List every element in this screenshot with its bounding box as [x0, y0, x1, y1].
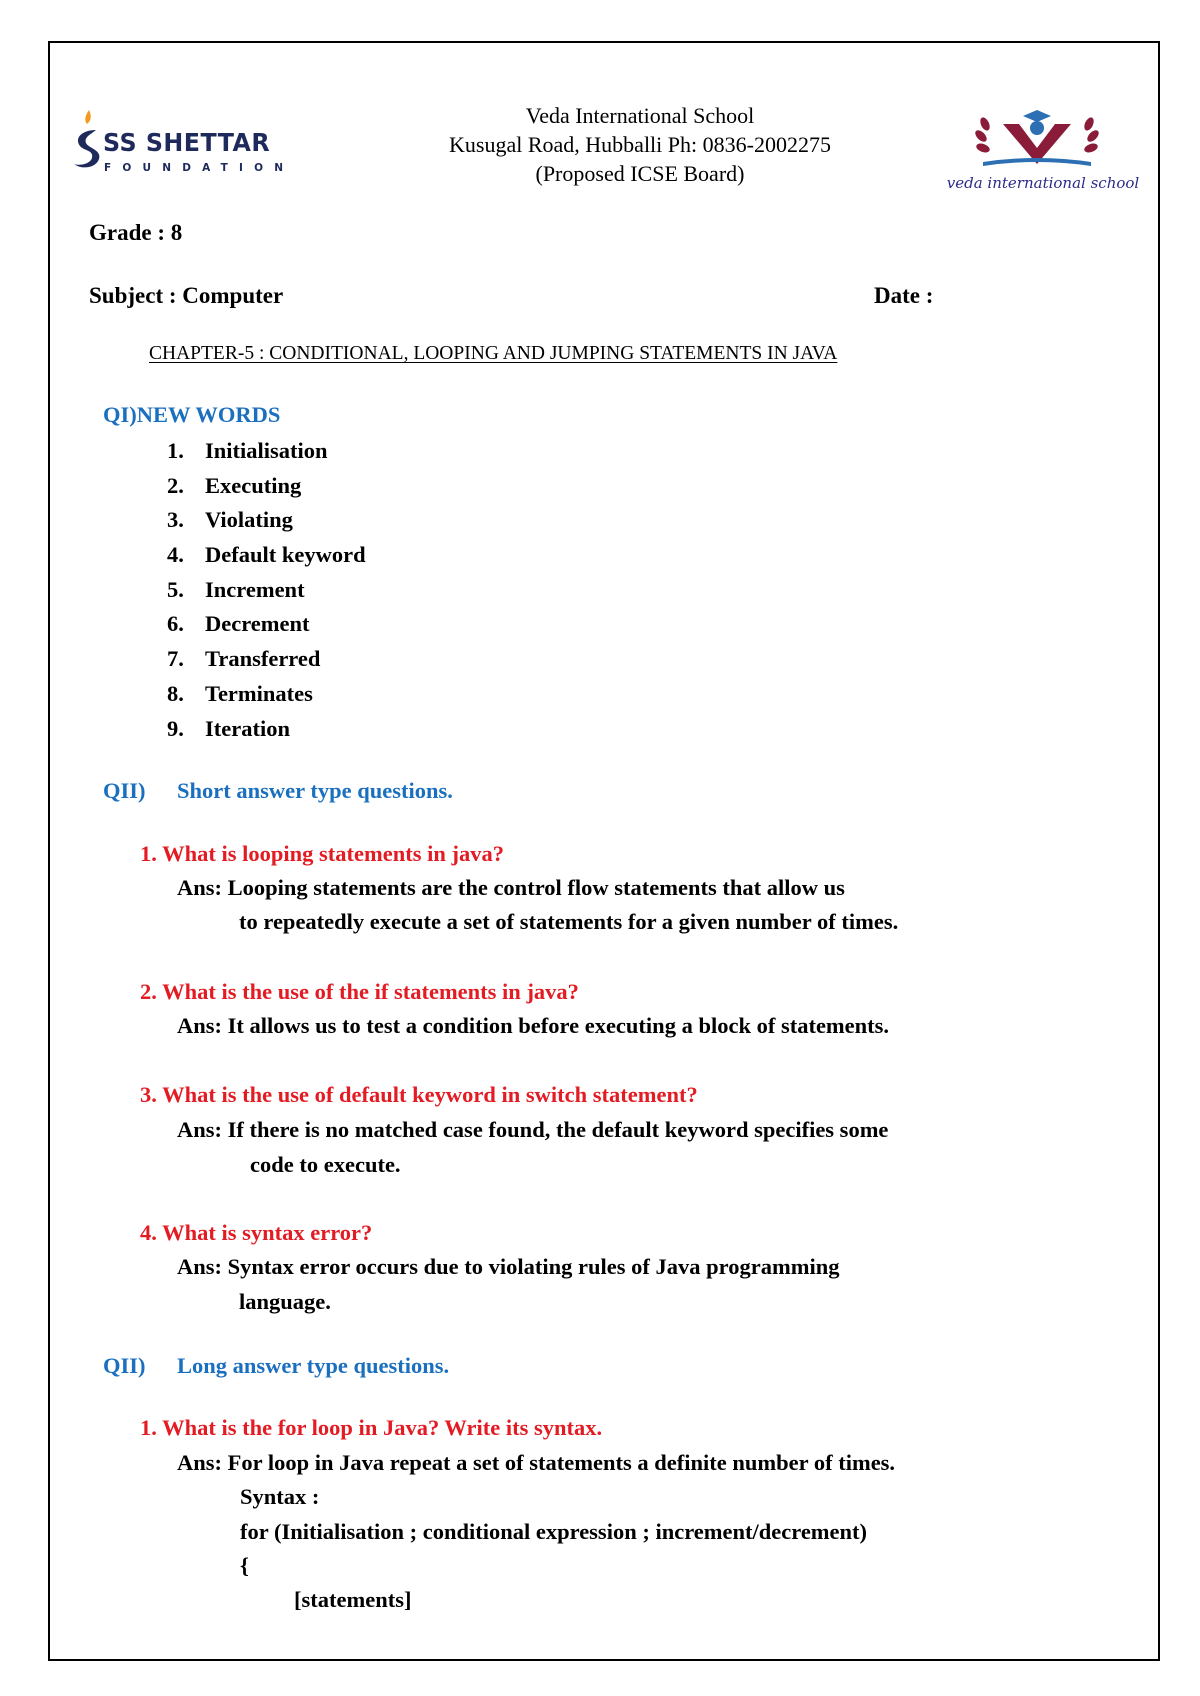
- long-answer-1-line-1: Ans: For loop in Java repeat a set of statements a definite number of times.: [177, 1450, 896, 1475]
- list-item: 7. Transferred: [167, 646, 321, 672]
- answer-3-line-2: code to execute.: [250, 1152, 401, 1177]
- long-question-1: 1. What is the for loop in Java? Write its syntax.: [140, 1415, 603, 1440]
- section-new-words-heading: QI)NEW WORDS: [103, 402, 281, 427]
- answer-3-line-1: Ans: If there is no matched case found, the default keyword specifies some: [177, 1117, 889, 1142]
- syntax-open-brace: {: [240, 1553, 249, 1578]
- ss-shettar-logo: [72, 108, 295, 178]
- school-address: Kusugal Road, Hubballi Ph: 0836-2002275: [449, 132, 831, 157]
- question-4: 4. What is syntax error?: [140, 1220, 373, 1245]
- veda-school-logo: [943, 102, 1143, 192]
- list-item: 1. Initialisation: [167, 438, 328, 463]
- syntax-body: [statements]: [294, 1587, 412, 1612]
- list-item: 9. Iteration: [167, 715, 290, 741]
- list-item: 2. Executing: [167, 472, 302, 498]
- question-2: 2. What is the use of the if statements in java?: [140, 979, 579, 1004]
- answer-4-line-2: language.: [239, 1289, 331, 1314]
- date-label: Date :: [874, 283, 934, 308]
- question-3: 3. What is the use of default keyword in switch statement?: [140, 1082, 698, 1107]
- school-board: (Proposed ICSE Board): [535, 161, 745, 186]
- flame-icon: [72, 108, 102, 178]
- answer-2-line-1: Ans: It allows us to test a condition before executing a block of statements.: [177, 1013, 890, 1038]
- answer-1-line-2: to repeatedly execute a set of statements for a given number of times.: [239, 909, 899, 934]
- answer-4-line-1: Ans: Syntax error occurs due to violating rules of Java programming: [177, 1254, 840, 1279]
- list-item: 3. Violating: [167, 507, 293, 533]
- list-item: 4. Default keyword: [167, 542, 366, 568]
- question-1: 1. What is looping statements in java?: [140, 841, 504, 866]
- logo-subtitle: FOUNDATION: [104, 162, 295, 174]
- section-long-heading: Long answer type questions.: [177, 1353, 450, 1378]
- school-header: [380, 101, 900, 188]
- chapter-title: CHAPTER-5 : CONDITIONAL, LOOPING AND JUMPING STATEMENTS IN JAVA: [149, 343, 838, 364]
- list-item: 5. Increment: [167, 576, 305, 602]
- logo-name: SS SHETTAR: [103, 128, 271, 157]
- section-short-label: QII): [103, 778, 146, 803]
- syntax-line: for (Initialisation ; conditional expression ; increment/decrement): [240, 1519, 868, 1544]
- logo-caption: veda international school: [946, 174, 1140, 192]
- new-words-list: [167, 434, 366, 746]
- list-item: 6. Decrement: [167, 611, 310, 637]
- section-long-label: QII): [103, 1353, 146, 1378]
- section-short-heading: Short answer type questions.: [177, 778, 453, 803]
- answer-1-line-1: Ans: Looping statements are the control flow statements that allow us: [177, 875, 845, 900]
- list-item: 8. Terminates: [167, 680, 313, 706]
- school-name: Veda International School: [525, 103, 755, 128]
- syntax-label: Syntax :: [240, 1484, 320, 1509]
- emblem-icon: [943, 102, 1143, 174]
- grade-label: Grade : 8: [89, 220, 183, 245]
- subject-label: Subject : Computer: [89, 283, 284, 308]
